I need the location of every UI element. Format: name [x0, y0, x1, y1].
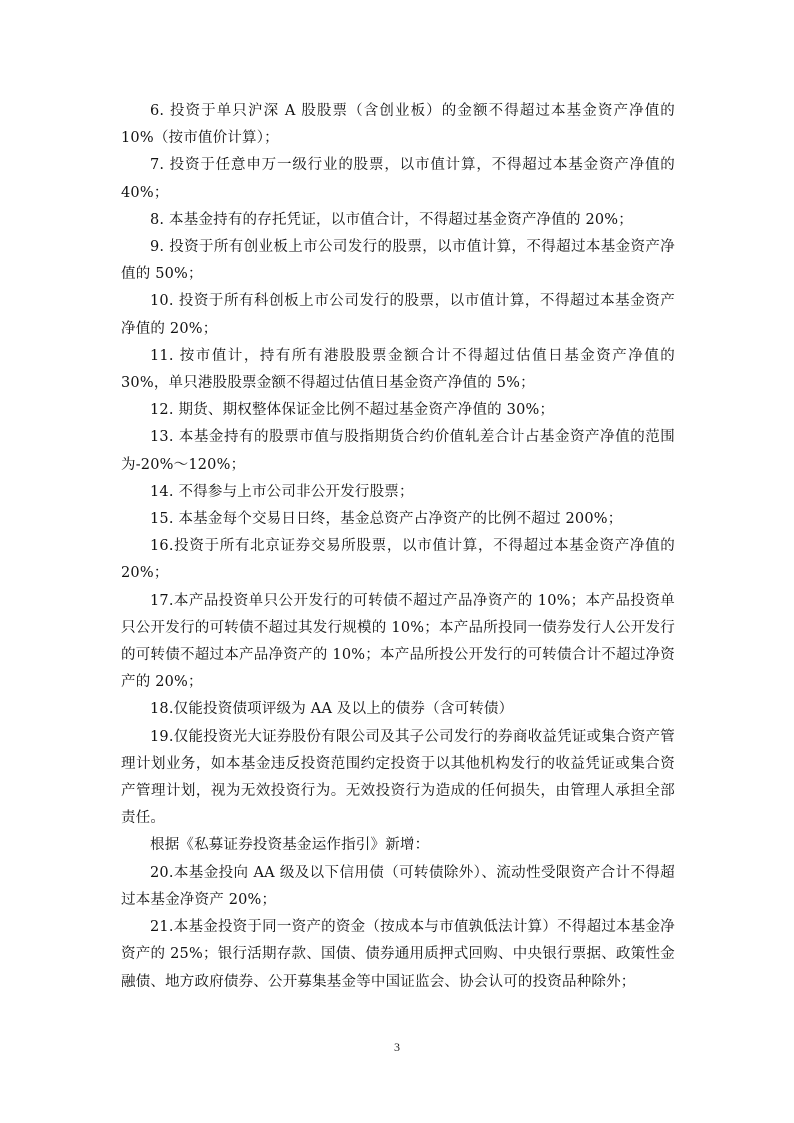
paragraph-12: 12. 期货、期权整体保证金比例不超过基金资产净值的 30%； [150, 402, 555, 419]
paragraph-19: 19.仅能投资光大证券股份有限公司及其子公司发行的券商收益凭证或集合资产管理计划业务，如本基金违反投资范围约定投资于以其他机构发行的收益凭证或集合资产管理计划，视为无效投资行为。无效投资行为造成的任何损失，由管理人承担全部责任。 [121, 728, 675, 827]
paragraph-11: 11. 按市值计，持有所有港股股票金额合计不得超过估值日基金资产净值的 30%，单只港股股票金额不得超过估值日基金资产净值的 5%； [121, 347, 675, 392]
paragraph-17: 17.本产品投资单只公开发行的可转债不超过产品净资产的 10%；本产品投资单只公开发行的可转债不超过其发行规模的 10%；本产品所投同一债券发行人公开发行的可转债不超过本产品净资产的 10%；本产品所投公开发行的可转债合计不超过净资产的 20%； [121, 592, 675, 691]
paragraph-7: 7. 投资于任意申万一级行业的股票，以市值计算，不得超过本基金资产净值的 40%； [121, 157, 675, 201]
section-note: 根据《私募证券投资基金运作指引》新增： [150, 837, 430, 854]
paragraph-10: 10. 投资于所有科创板上市公司发行的股票，以市值计算，不得超过本基金资产净值的 20%； [121, 293, 675, 337]
paragraph-21: 21.本基金投资于同一资产的资金（按成本与市值孰低法计算）不得超过本基金净资产的 25%；银行活期存款、国债、债券通用质押式回购、中央银行票据、政策性金融债、地方政府债券、公开募集基金等中国证监会、协会认可的投资品种除外； [121, 919, 675, 990]
paragraph-20: 20.本基金投向 AA 级及以下信用债（可转债除外）、流动性受限资产合计不得超过本基金净资产 20%； [121, 864, 675, 908]
body-text [121, 98, 675, 996]
paragraph-14: 14. 不得参与上市公司非公开发行股票； [150, 483, 414, 500]
paragraph-18: 18.仅能投资债项评级为 AA 及以上的债券（含可转债） [150, 701, 514, 718]
paragraph-8: 8. 本基金持有的存托凭证，以市值合计，不得超过基金资产净值的 20%； [150, 211, 633, 228]
page-number: 3 [394, 1040, 400, 1054]
paragraph-15: 15. 本基金每个交易日日终，基金总资产占净资产的比例不超过 200%； [150, 511, 623, 528]
paragraph-9: 9. 投资于所有创业板上市公司发行的股票，以市值计算，不得超过本基金资产净值的 50%； [121, 239, 675, 283]
paragraph-6: 6. 投资于单只沪深 A 股股票（含创业板）的金额不得超过本基金资产净值的 10%（按市值价计算）； [121, 103, 675, 147]
paragraph-13: 13. 本基金持有的股票市值与股指期货合约价值轧差合计占基金资产净值的范围为-20%～120%； [121, 429, 675, 473]
paragraph-16: 16.投资于所有北京证券交易所股票，以市值计算，不得超过本基金资产净值的 20%； [121, 538, 675, 582]
